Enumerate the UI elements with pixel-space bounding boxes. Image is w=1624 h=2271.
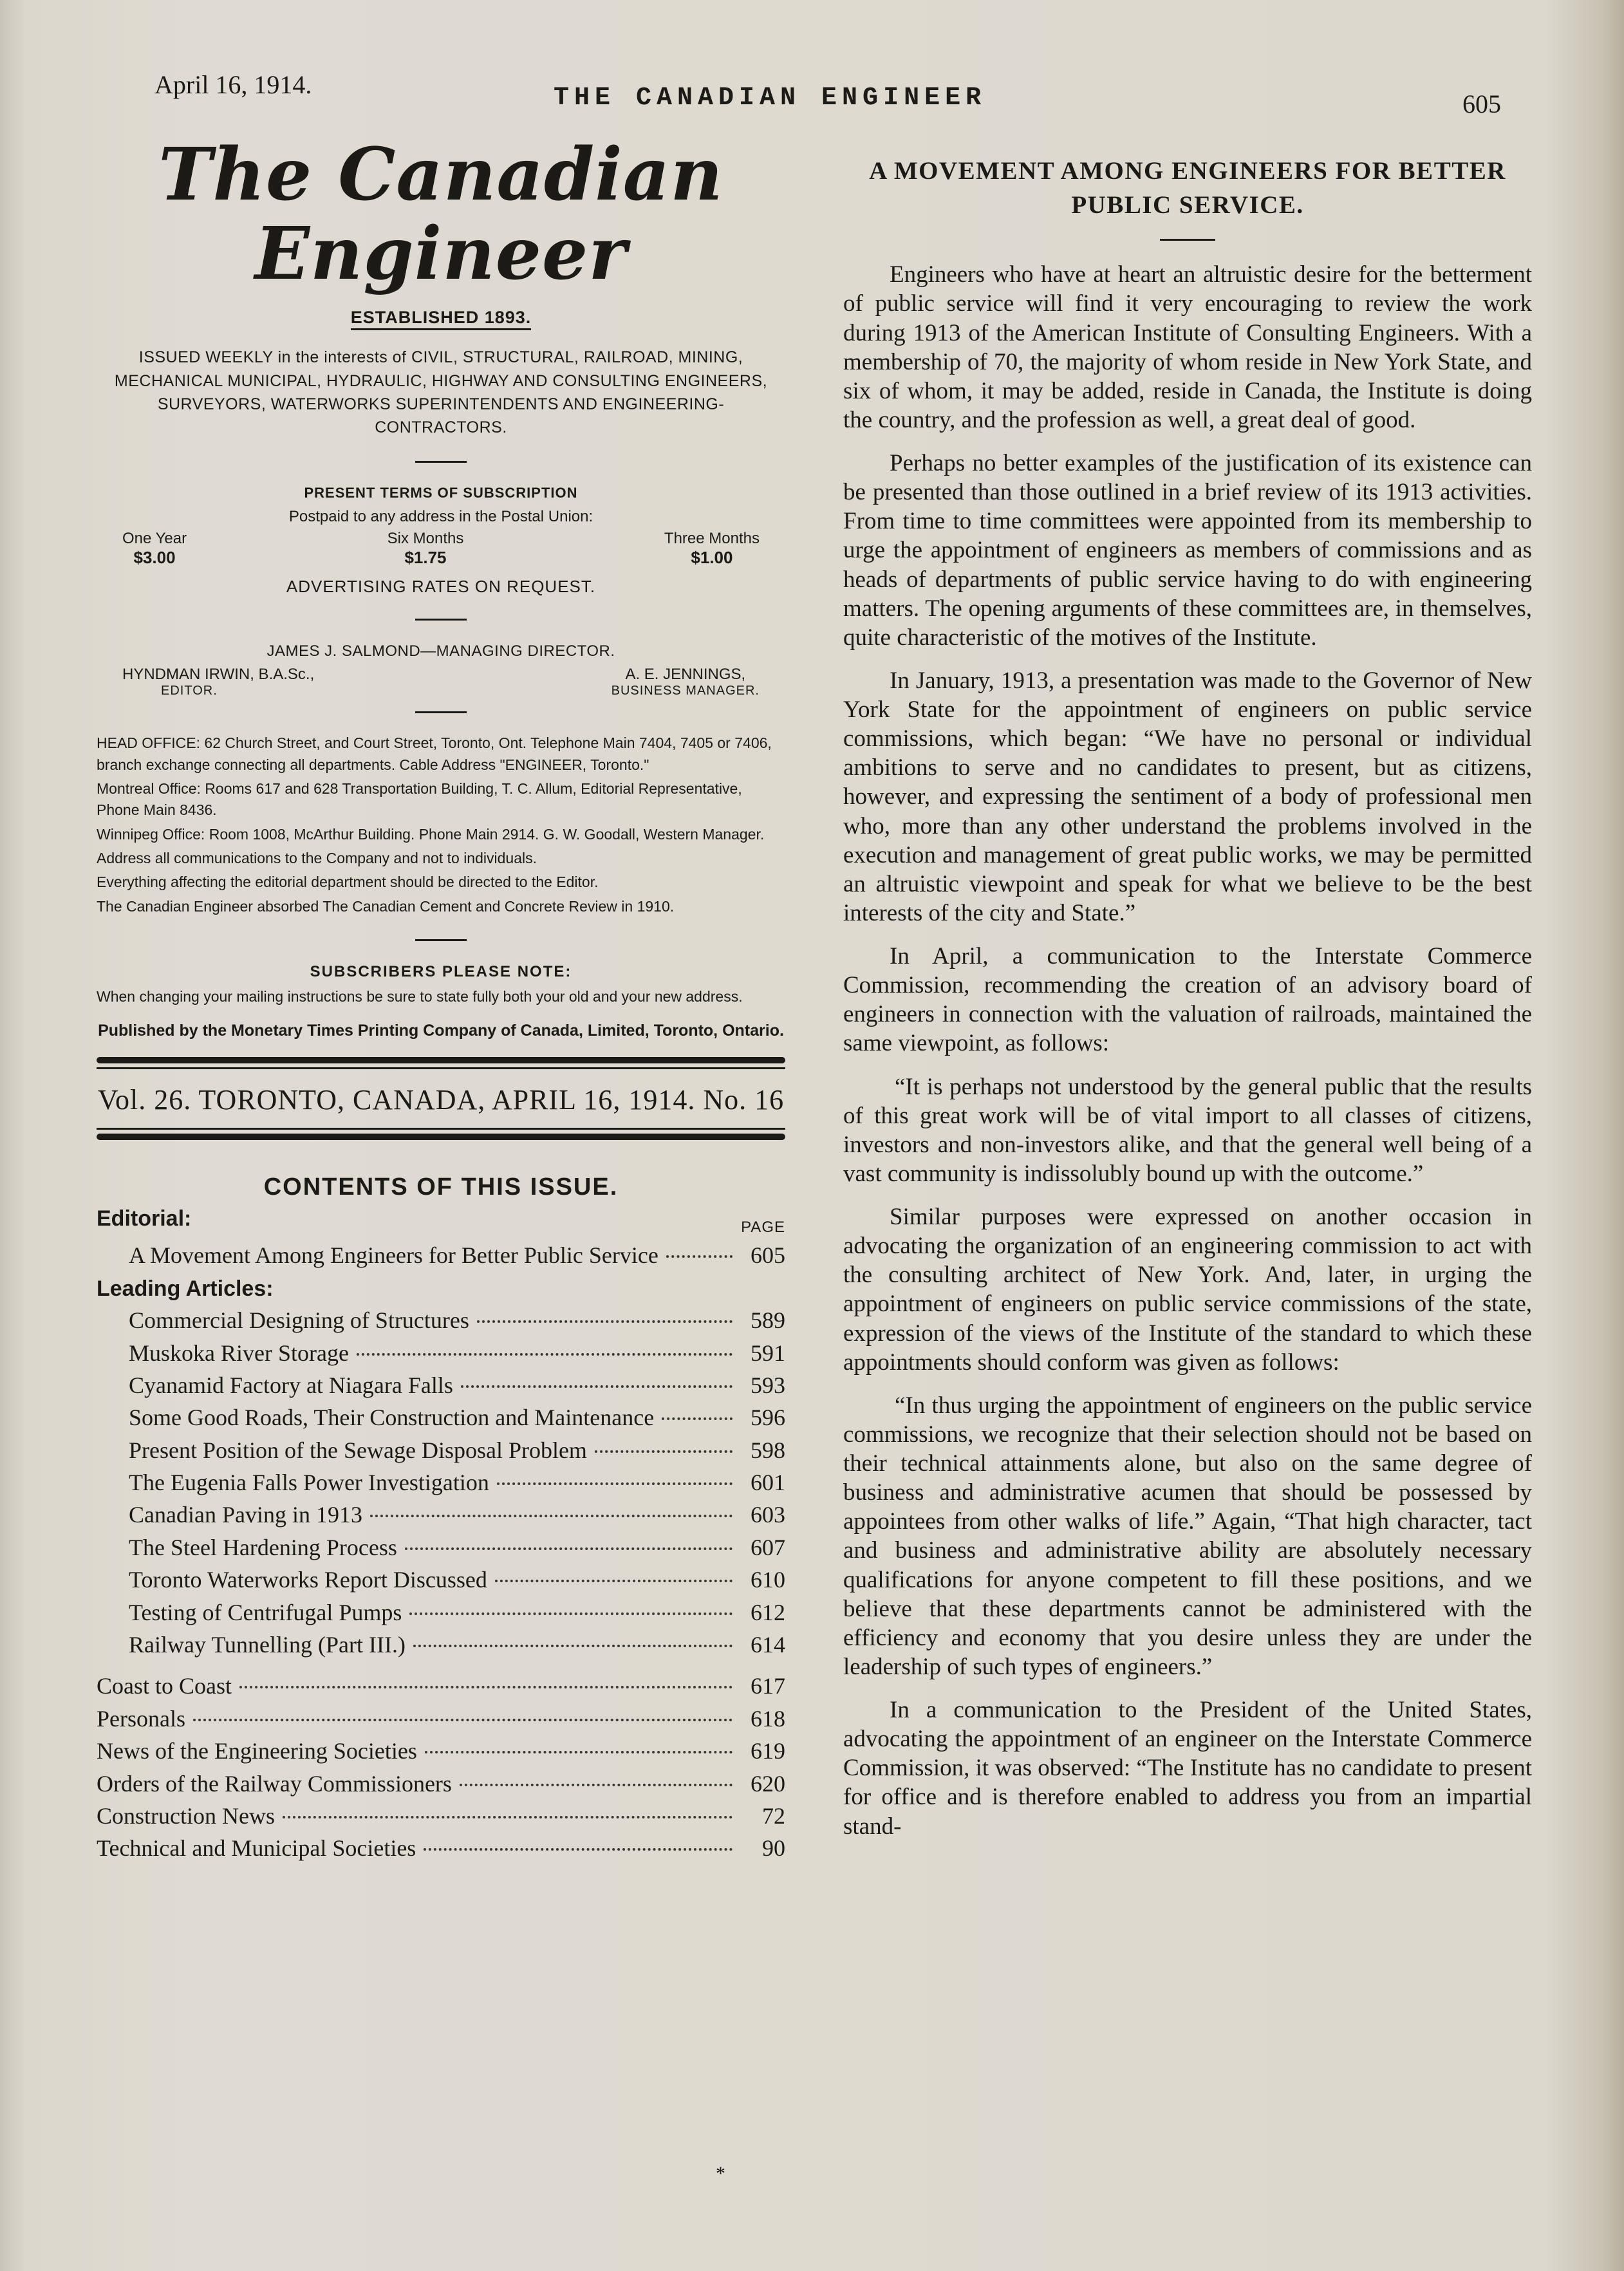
toc-entry <box>97 1564 785 1596</box>
toc-entry <box>97 1703 785 1735</box>
masthead-title: The Canadian Engineer <box>158 133 723 297</box>
toc-entry-title: Personals <box>97 1705 185 1732</box>
toc-entry <box>97 1800 785 1832</box>
postpaid-line: Postpaid to any address in the Postal Union: <box>288 508 593 526</box>
toc-entry <box>97 1499 785 1531</box>
toc-entry-page: 596 <box>751 1405 785 1431</box>
toc-editorial-list <box>97 1239 785 1271</box>
toc-leader-dots <box>460 1784 733 1786</box>
toc-entry <box>97 1304 785 1336</box>
toc-entry <box>97 1466 785 1499</box>
article-paragraph: Similar purposes were expressed on another occasion in advocating the organization of an engineering commission to act with the consulting architect of New York. And, later, in urging the appointment of engineers on public service commissions of the state, expression of the views of the Institute of the standard to which these appointments should conform was given as follows: <box>843 1204 1532 1376</box>
subscribers-note-heading: SUBSCRIBERS PLEASE NOTE: <box>310 963 572 981</box>
volume-rule-bottom <box>97 1134 785 1140</box>
toc-entry-title: The Steel Hardening Process <box>129 1534 397 1560</box>
toc-entry <box>97 1768 785 1800</box>
toc-entry <box>97 1369 785 1401</box>
publisher-line: Published by the Monetary Times Printing Company of Canada, Limited, Toronto, Ontario. <box>98 1022 784 1040</box>
toc-leader-dots <box>461 1385 733 1388</box>
toc-entry-page: 589 <box>751 1307 785 1334</box>
toc-entry-page: 619 <box>751 1738 785 1764</box>
toc-leader-dots <box>409 1612 733 1615</box>
editorial-label: Editorial: <box>97 1206 192 1231</box>
volume-rule-bottom-thin <box>97 1128 785 1130</box>
toc-entry <box>97 1239 785 1271</box>
toc-leader-dots <box>666 1255 733 1258</box>
volume-rule-top-thin <box>97 1067 785 1069</box>
toc-leader-dots <box>425 1751 733 1753</box>
toc-entry-title: News of the Engineering Societies <box>97 1738 417 1764</box>
toc-entry-page: 610 <box>751 1567 785 1593</box>
absorbed-note: The Canadian Engineer absorbed The Canadian Cement and Concrete Review in 1910. <box>97 897 675 915</box>
issued-statement: ISSUED WEEKLY in the interests of CIVIL, STRUCTURAL, RAILROAD, MINING, MECHANICAL MUNICIPAL, HYDRAULIC, HIGHWAY AND CONSULTING ENGINEERS, SURVEYORS, WATERWORKS SUPERINTENDENTS AND ENGINEERING-CONTRACTORS. <box>114 348 768 437</box>
divider <box>415 939 467 941</box>
office-addresses <box>97 733 785 917</box>
running-date: April 16, 1914. <box>154 70 312 99</box>
toc-entry-title: Technical and Municipal Societies <box>97 1835 416 1862</box>
toc-entry-title: Present Position of the Sewage Disposal Problem <box>129 1437 587 1463</box>
toc-entry-title: Cyanamid Factory at Niagara Falls <box>129 1372 453 1398</box>
toc-leader-dots <box>662 1417 733 1420</box>
toc-leader-dots <box>595 1450 733 1453</box>
toc-entry-title: Commercial Designing of Structures <box>129 1307 469 1334</box>
toc-entry <box>97 1337 785 1369</box>
editor-block <box>122 666 314 698</box>
montreal-office: Montreal Office: Rooms 617 and 628 Transportation Building, T. C. Allum, Editorial Representative, Phone Main 8436. <box>97 780 742 819</box>
business-manager-name: A. E. JENNINGS, <box>625 666 746 684</box>
left-column <box>97 135 785 1865</box>
winnipeg-office: Winnipeg Office: Room 1008, McArthur Building. Phone Main 2914. G. W. Goodall, Western Manager. <box>97 825 765 843</box>
editor-name: HYNDMAN IRWIN, B.A.Sc., <box>122 666 315 684</box>
advertising-line: ADVERTISING RATES ON REQUEST. <box>286 577 596 597</box>
toc-entry-page: 620 <box>751 1770 785 1797</box>
article-paragraph: Engineers who have at heart an altruistic desire for the betterment of public service will find it very encouraging to review the work during 1913 of the American Institute of Consulting Engineers. With a membership of 70, the majority of whom reside in New York State, and six of whom, it may be added, reside in Canada, the Institute is doing the country, and the profession as well, a great deal of good. <box>843 261 1532 433</box>
toc-entry-title: Toronto Waterworks Report Discussed <box>129 1567 487 1593</box>
toc-entry <box>97 1434 785 1466</box>
established-text: ESTABLISHED 1893. <box>351 308 532 330</box>
price-one-year: One Year $3.00 <box>122 530 187 568</box>
toc-entry-page: 601 <box>751 1470 785 1496</box>
toc-leader-dots <box>239 1686 733 1688</box>
toc-entry-page: 598 <box>751 1437 785 1463</box>
toc-entry-title: Muskoka River Storage <box>129 1340 349 1366</box>
toc-leader-dots <box>424 1848 733 1851</box>
toc-entry-page: 591 <box>751 1340 785 1366</box>
toc-leader-dots <box>193 1719 733 1721</box>
toc-entry-title: Coast to Coast <box>97 1673 232 1699</box>
toc-entry-title: A Movement Among Engineers for Better Public Service <box>129 1242 658 1268</box>
right-column <box>843 154 1532 1855</box>
toc-leader-dots <box>283 1816 733 1818</box>
article-paragraph: In a communication to the President of the United States, advocating the appointment of an engineer on the Interstate Commerce Commission, it was observed: “The Institute has no candidate to present for office and is therefore enabled to address you from an impartial stand- <box>843 1697 1532 1840</box>
editorial-note: Everything affecting the editorial department should be directed to the Editor. <box>97 874 599 891</box>
editor-role: EDITOR. <box>161 684 218 698</box>
toc-entry <box>97 1832 785 1864</box>
toc-leader-dots <box>477 1320 733 1323</box>
toc-leader-dots <box>357 1353 733 1356</box>
toc-entry <box>97 1735 785 1767</box>
volume-line: Vol. 26. TORONTO, CANADA, APRIL 16, 1914. No. 16 <box>97 1083 785 1116</box>
toc-entry <box>97 1596 785 1629</box>
article-paragraph: “It is perhaps not understood by the general public that the results of this great work will be of vital import to all classes of citizens, investors and non-investors alike, and that the general well being of a vast community is indissolubly bound up with the outcome.” <box>843 1073 1532 1187</box>
divider <box>415 711 467 713</box>
article-paragraph: In January, 1913, a presentation was made to the Governor of New York State for the appointment of engineers on public service commissions, which began: “We have no personal or individual ambitions to serve and no candidates to present, but as citizens, however, and expressing the sentiment of a body of professional men who, more than any other understand the problems involved in the execution and management of great public works, we may be permitted an altruistic viewpoint and speak for what we believe to be the best interests of the city and State.” <box>843 667 1532 926</box>
toc-entry <box>97 1670 785 1702</box>
page-column-heading: PAGE <box>741 1218 785 1236</box>
toc-entry-page: 614 <box>751 1632 785 1658</box>
toc-leader-dots <box>405 1547 733 1550</box>
toc-entry-page: 605 <box>751 1242 785 1268</box>
footer-mark: * <box>716 2163 725 2184</box>
toc-entry-title: Testing of Centrifugal Pumps <box>129 1599 402 1625</box>
staff-row <box>122 666 760 698</box>
article-body <box>843 260 1532 1840</box>
toc-entry-page: 617 <box>751 1673 785 1699</box>
toc-entry <box>97 1401 785 1434</box>
established-line <box>97 308 785 328</box>
toc-leader-dots <box>497 1482 733 1485</box>
article-divider <box>1160 239 1215 241</box>
toc-entry-page: 72 <box>762 1802 785 1829</box>
toc-entry-page: 618 <box>751 1705 785 1732</box>
business-manager-block <box>611 666 760 698</box>
business-manager-role: BUSINESS MANAGER. <box>611 684 760 698</box>
volume-rule-top <box>97 1057 785 1063</box>
leading-articles-label: Leading Articles: <box>97 1276 274 1302</box>
toc-entry-page: 603 <box>751 1502 785 1528</box>
toc-entry-title: The Eugenia Falls Power Investigation <box>129 1470 489 1496</box>
page-number: 605 <box>1462 89 1501 118</box>
toc-entry <box>97 1629 785 1661</box>
subscription-heading: PRESENT TERMS OF SUBSCRIPTION <box>304 485 578 501</box>
toc-entry-page: 612 <box>751 1599 785 1625</box>
toc-entry-title: Some Good Roads, Their Construction and Maintenance <box>129 1405 655 1431</box>
toc-entry-page: 607 <box>751 1534 785 1560</box>
toc-other-list <box>97 1670 785 1864</box>
toc-leader-dots <box>495 1580 733 1582</box>
toc-entry-page: 90 <box>762 1835 785 1862</box>
toc-leader-dots <box>370 1515 733 1517</box>
divider <box>415 461 467 463</box>
address-note: Address all communications to the Company and not to individuals. <box>97 850 537 867</box>
head-office: HEAD OFFICE: 62 Church Street, and Court Street, Toronto, Ont. Telephone Main 7404, 7405 or 7406, branch exchange connecting all departments. Cable Address "ENGINEER, Toronto." <box>97 734 772 773</box>
article-paragraph: In April, a communication to the Interstate Commerce Commission, recommending the creation of an advisory board of engineers in connection with the valuation of railroads, maintained the same viewpoint, as follows: <box>843 943 1532 1057</box>
toc-entry-title: Construction News <box>97 1802 275 1829</box>
subscribers-note-body: When changing your mailing instructions be sure to state fully both your old and your new address. <box>97 988 743 1005</box>
price-six-months: Six Months $1.75 <box>387 530 464 568</box>
divider <box>415 619 467 621</box>
toc-leader-dots <box>413 1645 733 1647</box>
running-title: THE CANADIAN ENGINEER <box>554 84 987 113</box>
article-title: A MOVEMENT AMONG ENGINEERS FOR BETTER PUBLIC SERVICE. <box>869 157 1506 219</box>
toc-entry-page: 593 <box>751 1372 785 1398</box>
toc-entry-title: Canadian Paving in 1913 <box>129 1502 362 1528</box>
toc-entry-title: Orders of the Railway Commissioners <box>97 1770 452 1797</box>
contents-heading: CONTENTS OF THIS ISSUE. <box>263 1173 619 1201</box>
price-three-months: Three Months $1.00 <box>664 530 760 568</box>
managing-director: JAMES J. SALMOND—MANAGING DIRECTOR. <box>266 642 615 660</box>
toc-entry-title: Railway Tunnelling (Part III.) <box>129 1632 406 1658</box>
toc-entry <box>97 1531 785 1564</box>
article-paragraph: “In thus urging the appointment of engineers on the public service commissions, we recognize that their selection should not be based on their technical attainments alone, but also on the same degree of business and administrative acumen that should be possessed by appointees from other walks of life.” Again, “That high character, tact and business and administrative ability are absolutely necessary qualifications for anyone competent to fill these positions, and we believe that these departments cannot be administered with the efficiency and economy that you desire unless they are under the leadership of such types of engineers.” <box>843 1392 1532 1680</box>
subscription-prices <box>122 530 760 568</box>
toc-leading-list <box>97 1304 785 1661</box>
article-paragraph: Perhaps no better examples of the justification of its existence can be presented than those outlined in a brief review of its 1913 activities. From time to time committees were appointed from its membership to urge the appointment of engineers as members of commissions and as heads of departments of public service having to do with engineering matters. The opening arguments of these committees are, in themselves, quite characteristic of the motives of the Institute. <box>843 450 1532 651</box>
